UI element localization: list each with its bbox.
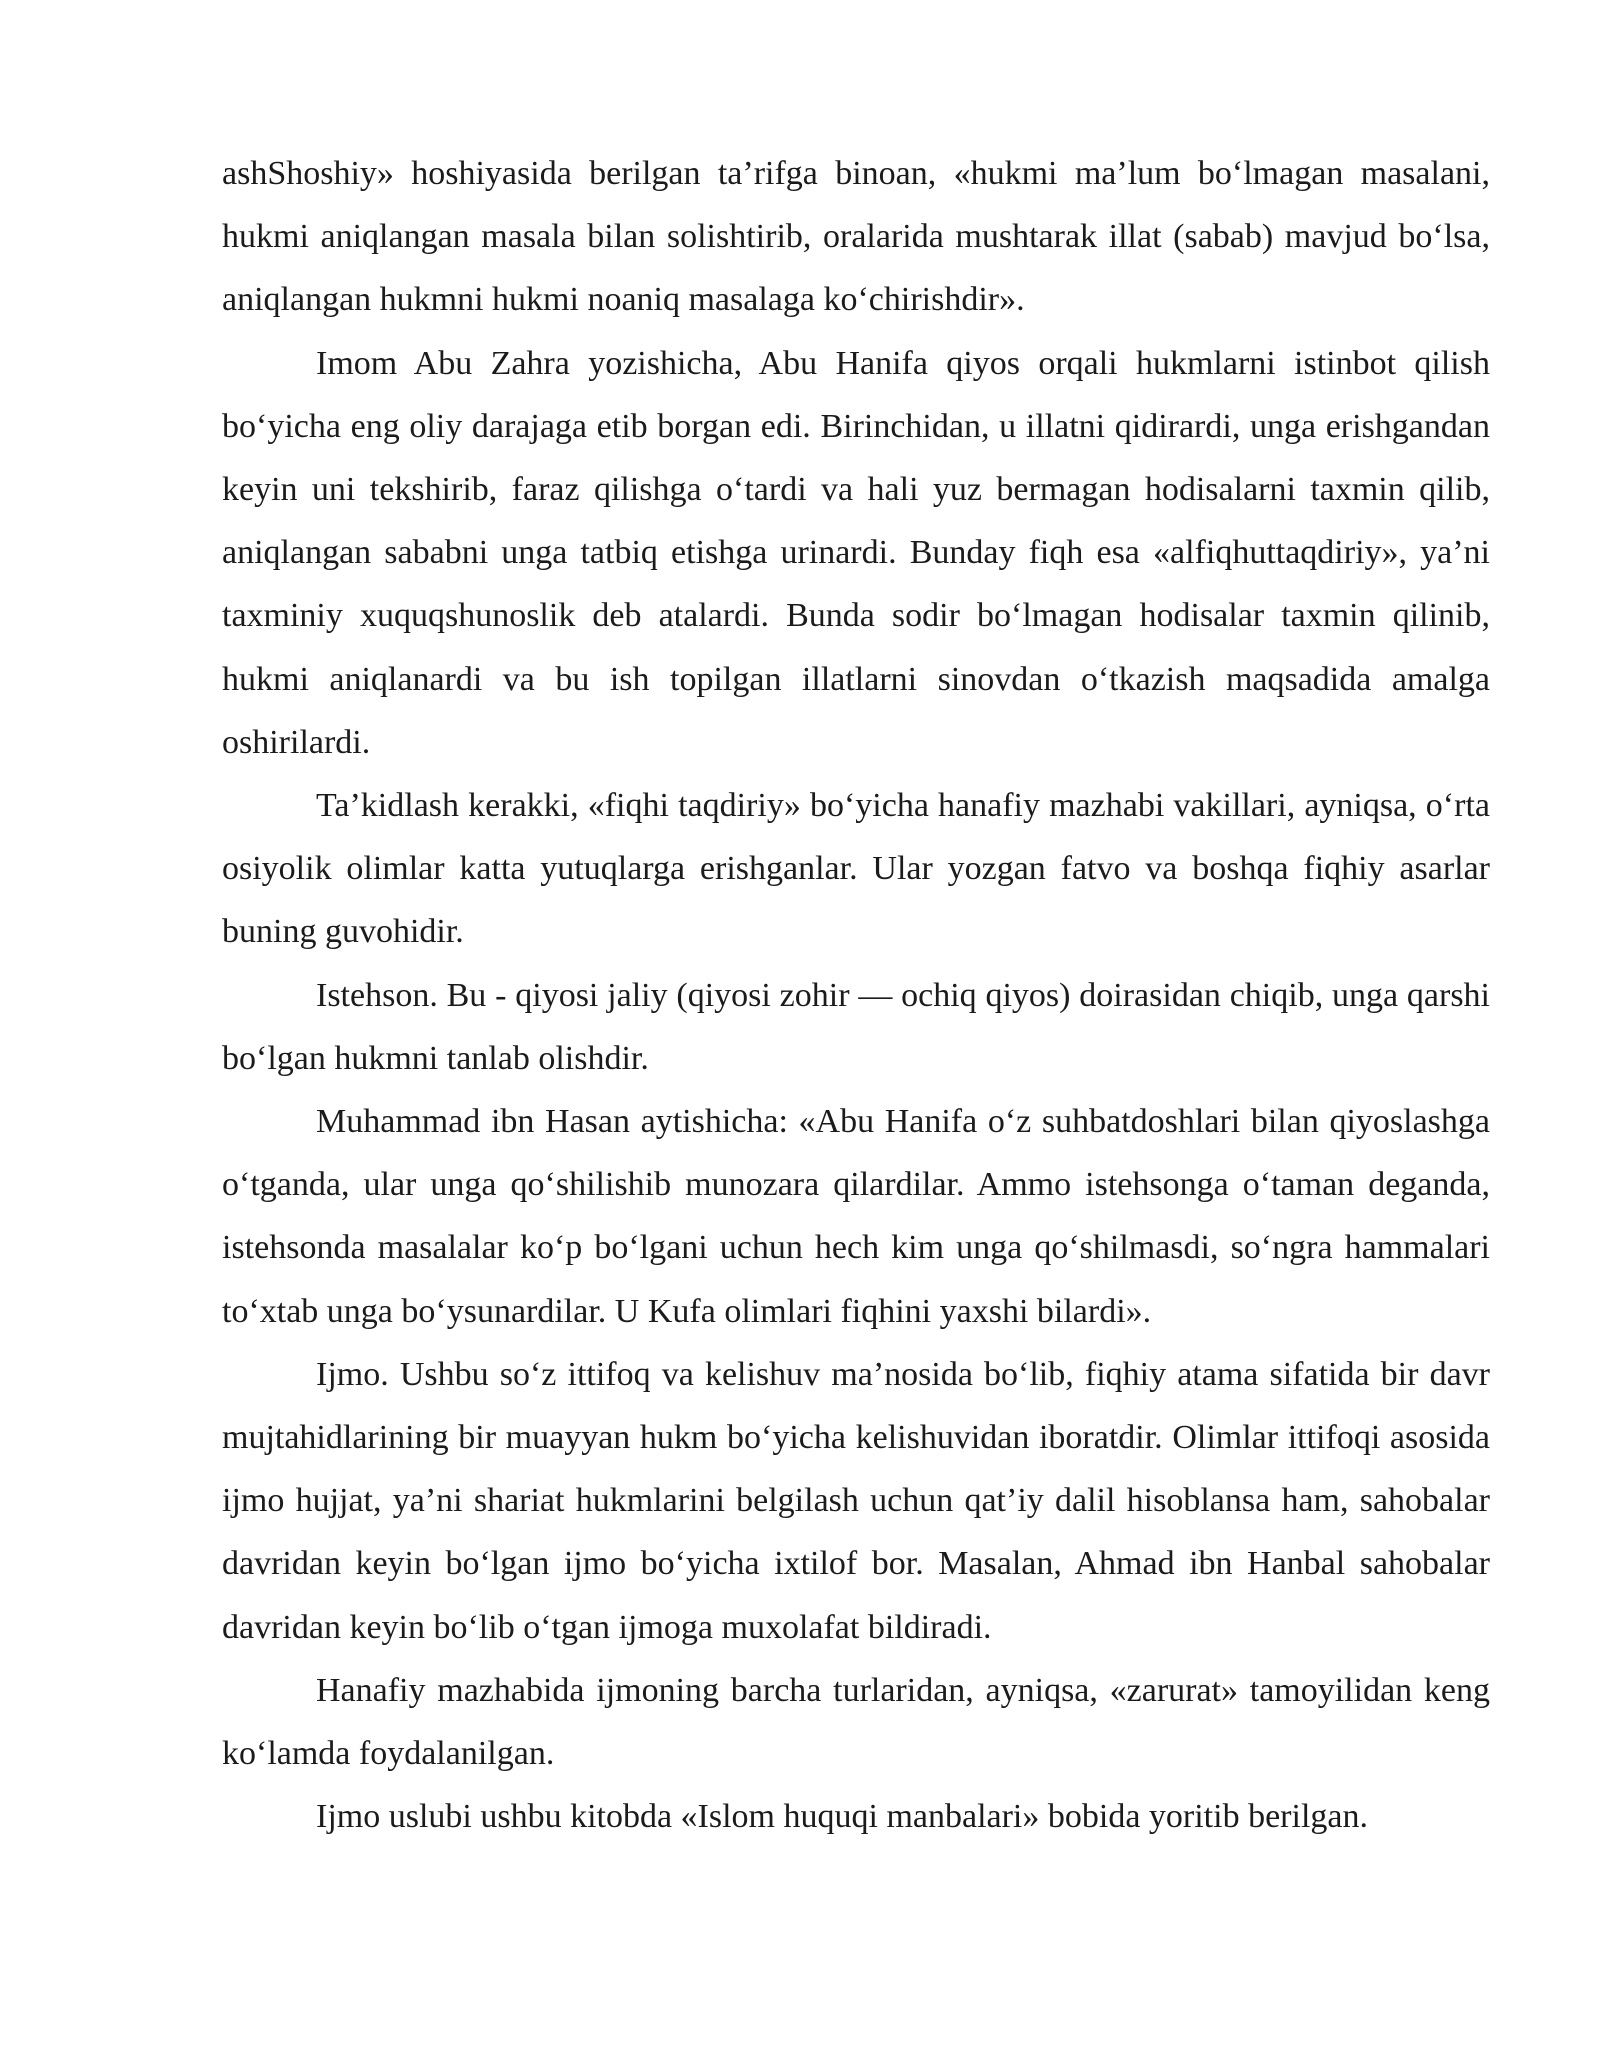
paragraph-muhammad-ibn-hasan: Muhammad ibn Hasan aytishicha: «Abu Hanifa o‘z suhbatdoshlari bilan qiyoslashga o‘tganda, ular unga qo‘shilishib munozara qilardilar. Ammo istehsonga o‘taman deganda, istehsonda masalalar ko‘p bo‘lgani uchun hech kim unga qo‘shilmasdi, so‘ngra hammalari to‘xtab unga bo‘ysunardilar. U Kufa olimlari fiqhini yaxshi bilardi». (222, 1103, 1490, 1330)
paragraph-fiqhi-taqdiriy: Ta’kidlash kerakki, «fiqhi taqdiriy» bo‘yicha hanafiy mazhabi vakillari, ayniqsa, o‘rta osiyolik olimlar katta yutuqlarga erishganlar. Ular yozgan fatvo va boshqa fiqhiy asarlar buning guvohidir. (222, 787, 1490, 951)
paragraph-ijmo-uslubi: Ijmo uslubi ushbu kitobda «Islom huquqi manbalari» bobida yoritib berilgan. (316, 1798, 1368, 1836)
paragraph-hanafiy-mazhab: Hanafiy mazhabida ijmoning barcha turlaridan, ayniqsa, «zarurat» tamoyilidan keng ko‘lamda foydalanilgan. (222, 1671, 1490, 1773)
paragraph-ijmo: Ijmo. Ushbu so‘z ittifoq va kelishuv ma’nosida bo‘lib, fiqhiy atama sifatida bir davr mujtahidlarining bir muayyan hukm bo‘yicha kelishuvidan iboratdir. Olimlar ittifoqi asosida ijmo hujjat, ya’ni shariat hukmlarini belgilash uchun qat’iy dalil hisoblansa ham, sahobalar davridan keyin bo‘lgan ijmo bo‘yicha ixtilof bor. Masalan, Ahmad ibn Hanbal sahobalar davridan keyin bo‘lib o‘tgan ijmoga muxolafat bildiradi. (222, 1355, 1490, 1646)
paragraph-abu-zahra: Imom Abu Zahra yozishicha, Abu Hanifa qiyos orqali hukmlarni istinbot qilish bo‘yicha eng oliy darajaga etib borgan edi. Birinchidan, u illatni qidirardi, unga erishgandan keyin uni tekshirib, faraz qilishga o‘tardi va hali yuz bermagan hodisalarni taxmin qilib, aniqlangan sababni unga tatbiq etishga urinardi. Bunday fiqh esa «alfiqhuttaqdiriy», ya’ni taxminiy xuquqshunoslik deb atalardi. Bunda sodir bo‘lmagan hodisalar taxmin qilinib, hukmi aniqlanardi va bu ish topilgan illatlarni sinovdan o‘tkazish maqsadida amalga oshirilardi. (222, 344, 1490, 761)
paragraph-istehson: Istehson. Bu - qiyosi jaliy (qiyosi zohir — ochiq qiyos) doirasidan chiqib, unga qarshi bo‘lgan hukmni tanlab olishdir. (222, 976, 1490, 1077)
document-page (222, 142, 1490, 1848)
paragraph-definition-continuation: ashShoshiy» hoshiyasida berilgan ta’rifga binoan, «hukmi ma’lum bo‘lmagan masalani, hukmi aniqlangan masala bilan solishtirib, oralarida mushtarak illat (sabab) mavjud bo‘lsa, aniqlangan hukmni hukmi noaniq masalaga ko‘chirishdir». (222, 155, 1490, 319)
